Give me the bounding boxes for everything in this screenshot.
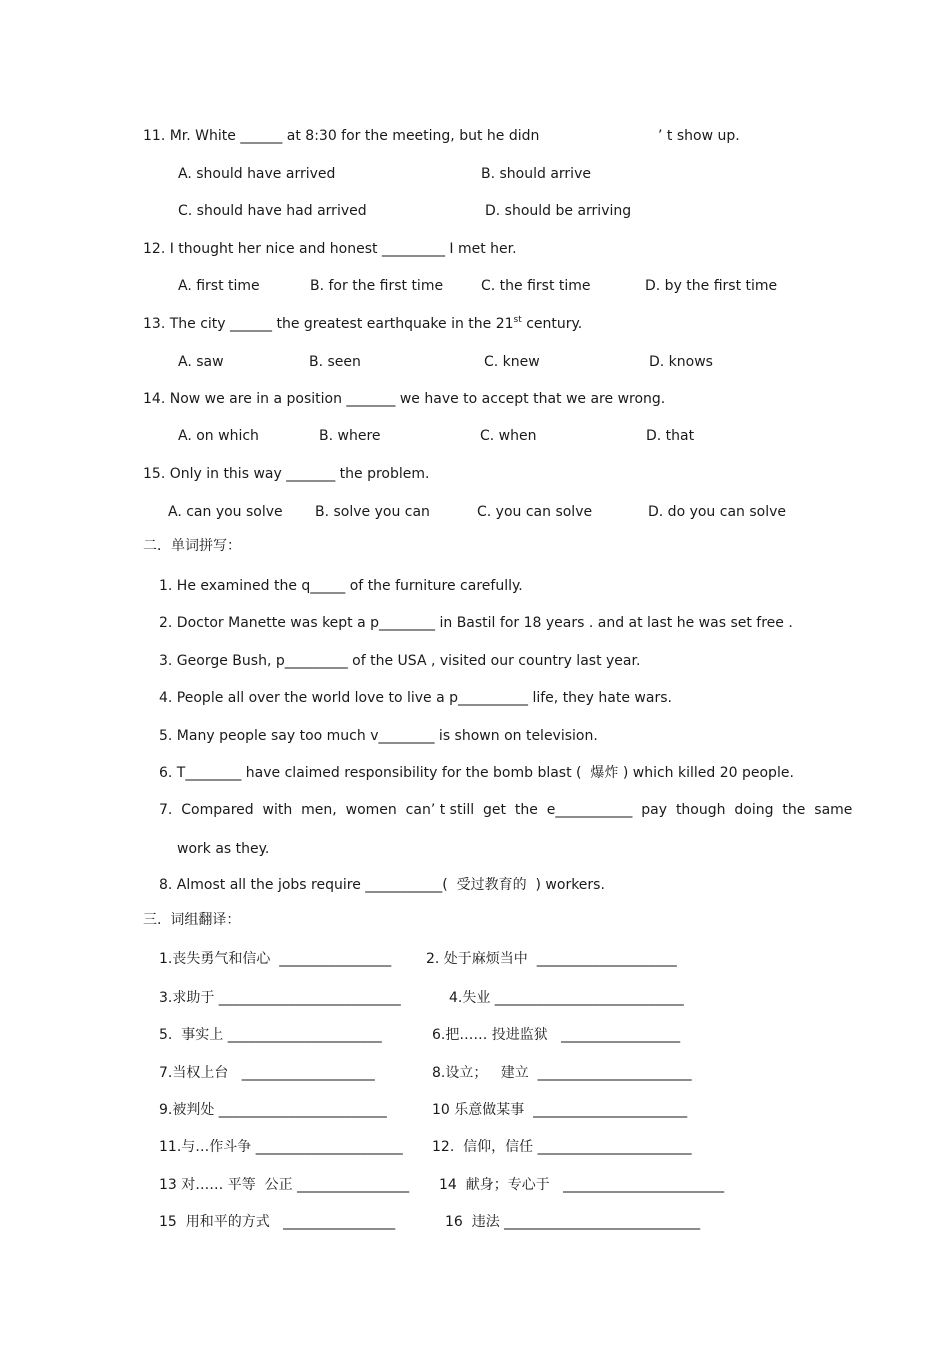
spelling-item: 8. Almost all the jobs require ___________( 受过教育的 ) workers. [159,877,605,893]
question-11-stem: 11. Mr. White ______ at 8:30 for the meeting, but he didn [143,128,540,144]
question-12-stem: 12. I thought her nice and honest _________ I met her. [143,241,517,257]
question-12-option-a: A. first time [178,278,260,294]
phrase-item: 3.求助于 __________________________ [159,990,401,1006]
phrase-item: 2. 处于麻烦当中 ____________________ [426,951,677,967]
phrase-item: 9.被判处 ________________________ [159,1102,387,1118]
question-12-option-d: D. by the first time [645,278,778,294]
question-13-option-a: A. saw [178,354,224,370]
phrase-item: 1.丧失勇气和信心 ________________ [159,951,392,967]
question-13-stem [143,315,582,333]
question-14-option-b: B. where [319,428,381,444]
question-11-option-d: D. should be arriving [485,203,632,219]
phrase-item: 13 对…… 平等 公正 ________________ [159,1177,410,1193]
phrase-item: 14 献身；专心于 _______________________ [439,1177,725,1193]
question-14-option-a: A. on which [178,428,259,444]
question-13-superscript: st [513,315,522,325]
phrase-item: 12. 信仰，信任 ______________________ [432,1139,692,1155]
question-12-option-c: C. the first time [481,278,591,294]
phrase-item: 6.把…… 投进监狱 _________________ [432,1027,681,1043]
question-15-stem: 15. Only in this way _______ the problem. [143,466,430,482]
question-13-option-d: D. knows [649,354,713,370]
phrase-item: 16 违法 ____________________________ [445,1214,701,1230]
section-2-heading: 二．单词拼写： [143,538,241,554]
phrase-item: 4.失业 ___________________________ [449,990,684,1006]
question-14-option-d: D. that [646,428,695,444]
spelling-item: 2. Doctor Manette was kept a p________ in Bastil for 18 years . and at last he was set free . [159,615,793,631]
question-11-stem-end: ’ t show up. [658,128,740,144]
spelling-item: 5. Many people say too much v________ is shown on television. [159,728,598,744]
question-11-option-c: C. should have had arrived [178,203,367,219]
phrase-item: 5. 事实上 ______________________ [159,1027,382,1043]
spelling-item: 6. T________ have claimed responsibility for the bomb blast ( 爆炸 ) which killed 20 people. [159,765,794,781]
spelling-item-continuation: work as they. [177,841,270,857]
spelling-item: 7. Compared with men, women can’ t still get the e___________ pay though doing the same [159,802,853,818]
question-13-option-b: B. seen [309,354,361,370]
phrase-item: 7.当权上台 ___________________ [159,1065,375,1081]
phrase-item: 8.设立； 建立 ______________________ [432,1065,692,1081]
spelling-item: 1. He examined the q_____ of the furniture carefully. [159,578,523,594]
question-14-stem: 14. Now we are in a position _______ we have to accept that we are wrong. [143,391,666,407]
question-15-option-c: C. you can solve [477,504,593,520]
question-14-option-c: C. when [480,428,537,444]
spelling-item: 4. People all over the world love to live a p__________ life, they hate wars. [159,690,672,706]
question-12-option-b: B. for the first time [310,278,444,294]
phrase-item: 15 用和平的方式 ________________ [159,1214,396,1230]
section-3-heading: 三. 词组翻译： [143,912,241,928]
question-11-option-b: B. should arrive [481,166,591,182]
question-15-option-b: B. solve you can [315,504,430,520]
question-15-option-d: D. do you can solve [648,504,787,520]
question-15-option-a: A. can you solve [168,504,283,520]
spelling-item: 3. George Bush, p_________ of the USA , visited our country last year. [159,653,641,669]
phrase-item: 11.与…作斗争 _____________________ [159,1139,403,1155]
phrase-item: 10 乐意做某事 ______________________ [432,1102,688,1118]
question-13-stem-end: century. [521,316,583,332]
question-13-option-c: C. knew [484,354,540,370]
question-11-option-a: A. should have arrived [178,166,336,182]
question-13-stem-text: 13. The city ______ the greatest earthquake in the 21 [143,316,514,332]
